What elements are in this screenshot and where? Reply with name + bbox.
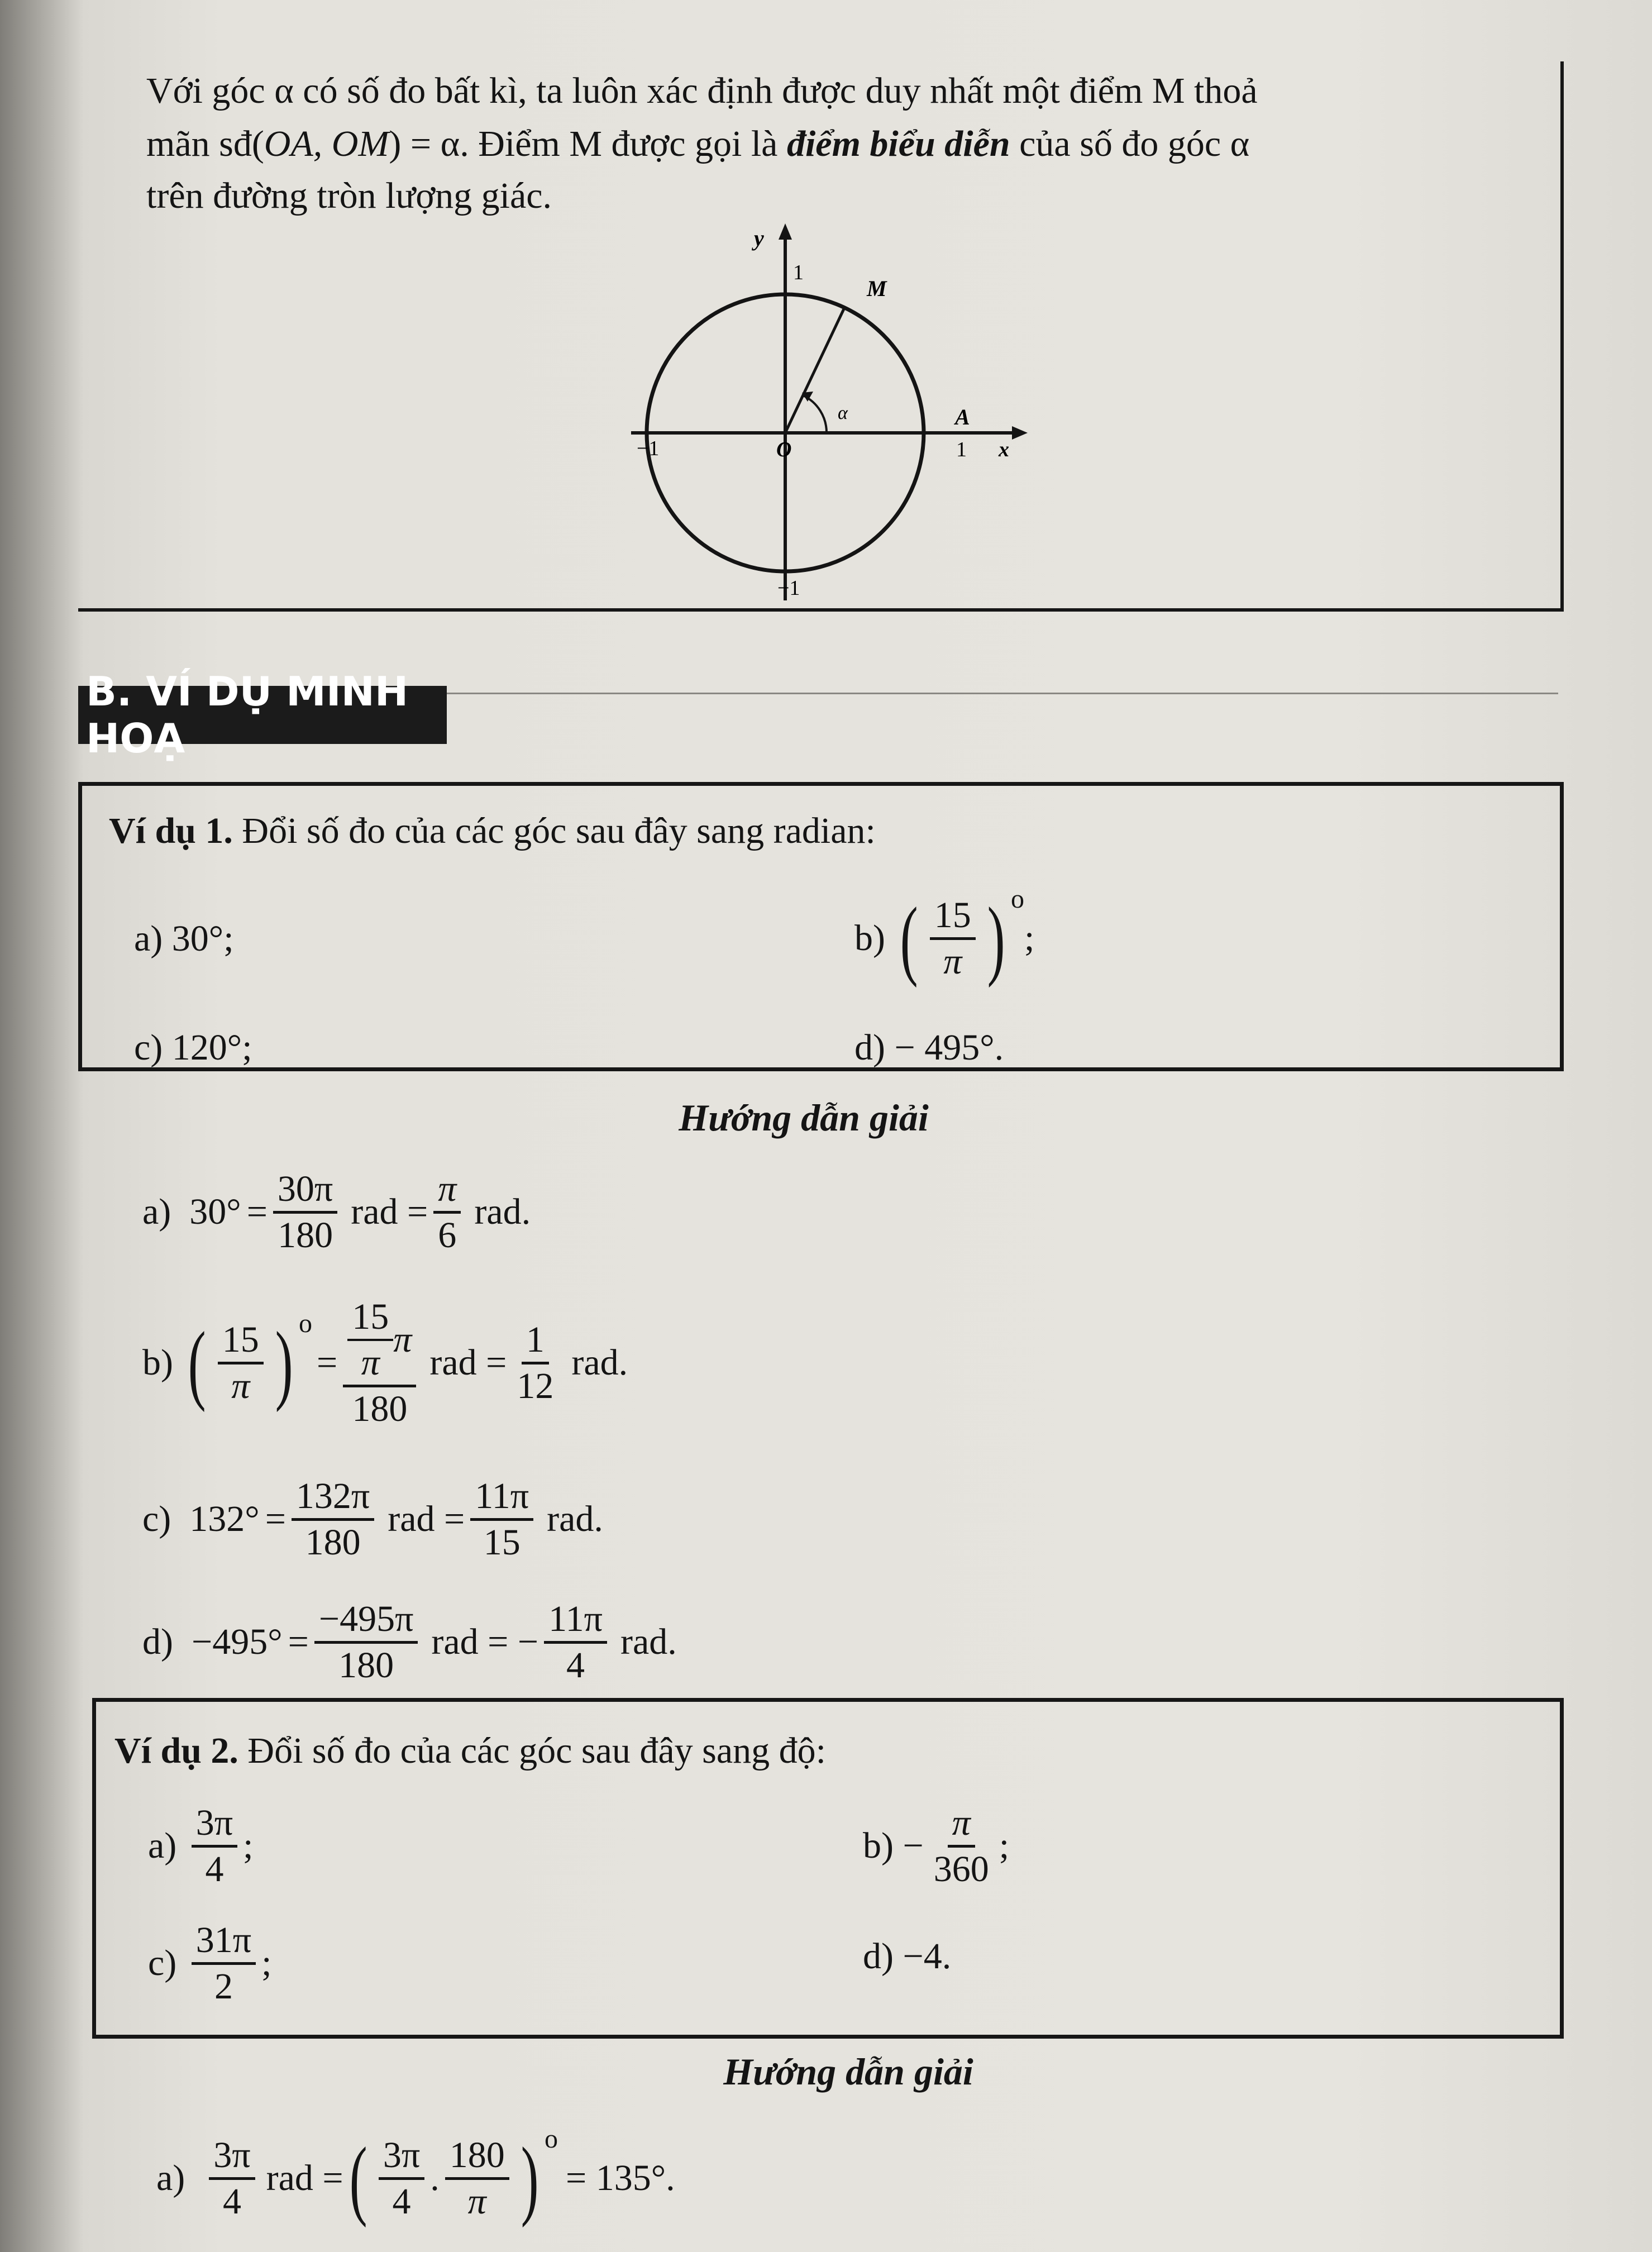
sol1-c-left: 132° <box>189 1499 260 1539</box>
example2-prompt: Đổi số đo của các góc sau đây sang độ: <box>238 1730 826 1771</box>
right-paren: ) <box>521 2129 539 2228</box>
ex2-b-label: b) <box>863 1825 894 1866</box>
ex2-b-fraction <box>929 1802 994 1890</box>
solution1-a <box>142 1156 531 1268</box>
ex1-c-value: 120° <box>171 1027 242 1068</box>
sol1-c-rad2: rad. <box>547 1499 603 1539</box>
ex2-a-num: 3π <box>192 1805 237 1848</box>
sol2-a-pfrac2 <box>445 2134 509 2222</box>
sol1-a-frac1 <box>273 1168 337 1256</box>
sol1-a-left: 30° <box>189 1191 241 1232</box>
x-axis-label: x <box>999 438 1009 461</box>
sol2-a-degree: o <box>545 2124 558 2154</box>
sol1-a-rad2: rad. <box>474 1191 531 1232</box>
ex1-d-value: − 495° <box>894 1027 995 1068</box>
sol1-b-degree: o <box>299 1309 313 1338</box>
ex2-d-end: . <box>942 1936 952 1977</box>
example1-prompt: Đổi số đo của các góc sau đây sang radian: <box>232 810 876 851</box>
top-one-label: 1 <box>793 261 804 284</box>
sol1-d-f2-num: 11π <box>544 1601 607 1644</box>
ex2-b-den: 360 <box>933 1848 989 1890</box>
sol1-d-left: −495° <box>191 1621 283 1662</box>
sol1-d-f1-num: −495π <box>314 1601 418 1644</box>
ex2-d-value: −4 <box>903 1936 942 1977</box>
example2-d <box>863 1938 951 1975</box>
sol1-b-num: 15 <box>218 1321 264 1364</box>
sol1-b-frac2 <box>512 1321 558 1405</box>
sol2-a-p-den2: π <box>467 2181 486 2222</box>
ex1-b-num: 15 <box>930 897 976 940</box>
sol1-d-frac1 <box>314 1598 418 1686</box>
example1-a <box>134 920 234 957</box>
ex2-a-label: a) <box>148 1825 177 1866</box>
y-axis-label: y <box>754 226 764 251</box>
sol1-b-compound-num <box>343 1296 416 1387</box>
sol1-a-f2-den: 6 <box>438 1214 457 1256</box>
alpha-label: α <box>838 403 848 423</box>
sol1-b-inner-num: 15 <box>347 1299 393 1341</box>
sol1-a-rad1: rad = <box>351 1191 428 1232</box>
ex1-b-label: b) <box>854 918 885 958</box>
x-axis-arrow <box>1012 426 1028 440</box>
ex1-a-end: ; <box>223 918 234 959</box>
intro-line-1-text: Với góc α có số đo bất kì, ta luôn xác định được duy nhất một điểm M thoả <box>146 70 1258 111</box>
ex2-a-fraction <box>192 1802 237 1890</box>
ex2-c-fraction <box>192 1919 256 2007</box>
ex1-c-end: ; <box>242 1027 252 1068</box>
point-a-label: A <box>955 404 970 430</box>
sol1-c-f1-den: 180 <box>305 1521 361 1563</box>
ex1-b-den: π <box>943 941 962 982</box>
sol1-a-f1-den: 180 <box>278 1214 333 1256</box>
right-paren: ) <box>275 1313 293 1413</box>
example1-d <box>854 1029 1004 1066</box>
section-heading-text: B. VÍ DỤ MINH HOẠ <box>86 668 409 762</box>
point-m-label: M <box>867 276 887 301</box>
sol1-c-frac2 <box>470 1475 533 1563</box>
example1-label: Ví dụ 1. <box>109 810 233 851</box>
solution2-a <box>156 2117 675 2240</box>
section-rule <box>447 693 1558 694</box>
right-paren: ) <box>987 889 1005 988</box>
sol1-b-compound-fraction <box>343 1296 416 1429</box>
sol2-a-num: 3π <box>209 2137 255 2180</box>
sol1-b-f2-den: 12 <box>517 1365 554 1406</box>
example2-c <box>148 1910 271 2016</box>
sol2-a-result: = 135°. <box>566 2158 675 2198</box>
sol1-b-den: π <box>231 1365 250 1406</box>
sol1-c-f2-num: 11π <box>470 1478 533 1521</box>
example2-title <box>114 1730 826 1771</box>
sol2-a-p-den1: 4 <box>392 2181 411 2222</box>
sol1-b-label: b) <box>142 1342 173 1383</box>
sol1-b-compound-den: 180 <box>352 1388 408 1429</box>
ex2-d-label: d) <box>863 1936 894 1977</box>
ex2-b-num: π <box>948 1805 975 1848</box>
unit-circle-diagram <box>614 221 1050 612</box>
sol2-a-dot: . <box>430 2158 440 2198</box>
origin-label: O <box>776 438 792 461</box>
sol1-b-rad2: rad. <box>571 1342 628 1383</box>
left-minus-one-label: −1 <box>637 437 660 460</box>
intro-line-2 <box>146 123 1250 164</box>
sol2-a-p-num2: 180 <box>445 2137 509 2180</box>
intro-line-1 <box>146 70 1258 111</box>
sol2-a-p-num1: 3π <box>379 2137 424 2180</box>
example1-b <box>854 880 1034 997</box>
example2-a <box>148 1793 253 1899</box>
sol1-b-inner-pi: π <box>393 1319 412 1360</box>
sol1-b-f2-num: 1 <box>522 1321 549 1364</box>
example2-b <box>863 1793 1009 1899</box>
sol1-a-label: a) <box>142 1191 171 1232</box>
intro-line-2d: của số đo góc α <box>1010 123 1250 164</box>
sol1-a-f1-num: 30π <box>273 1171 337 1214</box>
left-paren: ( <box>188 1313 207 1413</box>
sol1-c-label: c) <box>142 1499 171 1539</box>
sol2-a-pfrac1 <box>379 2134 424 2222</box>
left-paren: ( <box>349 2129 367 2228</box>
example1-title <box>109 810 876 851</box>
ex2-a-den: 4 <box>205 1848 224 1890</box>
sol1-d-label: d) <box>142 1621 173 1662</box>
sol1-a-f2-num: π <box>433 1171 461 1214</box>
sol2-a-rad: rad = <box>266 2158 343 2198</box>
sol1-d-eq: = <box>288 1621 309 1662</box>
sol1-c-eq: = <box>265 1499 286 1539</box>
sol1-b-inner-den: π <box>361 1342 380 1383</box>
sol2-a-label: a) <box>156 2158 185 2198</box>
intro-line-2a: mãn sđ( <box>146 123 264 164</box>
solution1-c <box>142 1463 603 1575</box>
sol1-d-rad1: rad = − <box>431 1621 539 1662</box>
ex1-b-degree: o <box>1011 884 1025 914</box>
sol1-c-f2-den: 15 <box>483 1521 521 1563</box>
solution2-heading: Hướng dẫn giải <box>723 2050 973 2093</box>
example1-c <box>134 1029 252 1066</box>
ex1-b-end: ; <box>1024 918 1035 958</box>
ex1-b-fraction <box>930 894 976 982</box>
intro-line-3 <box>146 175 552 216</box>
intro-line-3-text: trên đường tròn lượng giác. <box>146 175 552 216</box>
right-one-label: 1 <box>956 438 967 461</box>
intro-bold-term: điểm biểu diễn <box>786 123 1010 164</box>
ex1-d-end: . <box>994 1027 1004 1068</box>
ex2-c-num: 31π <box>192 1922 256 1965</box>
sol1-a-frac2 <box>433 1168 461 1256</box>
ex1-d-label: d) <box>854 1027 885 1068</box>
ex2-c-den: 2 <box>214 1965 233 2007</box>
alpha-arc <box>803 395 827 433</box>
ex2-c-label: c) <box>148 1943 177 1983</box>
example2-label: Ví dụ 2. <box>114 1730 238 1771</box>
intro-line-2c: ) = α. Điểm M được gọi là <box>389 123 787 164</box>
sol2-a-fraction <box>209 2134 255 2222</box>
sol1-b-eq: = <box>317 1342 338 1383</box>
ex2-a-end: ; <box>243 1825 254 1866</box>
solution1-b <box>142 1279 628 1447</box>
sol1-b-fraction <box>218 1321 264 1405</box>
section-heading <box>78 668 447 762</box>
intro-line-2b: OA, OM <box>264 123 389 164</box>
solution1-heading: Hướng dẫn giải <box>679 1096 929 1139</box>
ex1-a-label: a) <box>134 918 163 959</box>
sol1-c-frac1 <box>292 1475 374 1563</box>
sol1-d-frac2 <box>544 1598 607 1686</box>
sol1-a-eq: = <box>246 1191 268 1232</box>
sol1-b-inner-fraction <box>347 1296 393 1383</box>
sol1-b-rad1: rad = <box>429 1342 507 1383</box>
ex1-c-label: c) <box>134 1027 163 1068</box>
left-paren: ( <box>900 889 919 988</box>
sol1-c-f1-num: 132π <box>292 1478 374 1521</box>
ex2-b-sign: − <box>903 1825 924 1866</box>
y-axis-arrow <box>779 223 792 240</box>
solution1-d <box>142 1586 677 1698</box>
sol1-c-rad1: rad = <box>388 1499 465 1539</box>
ray-om <box>785 308 844 433</box>
ex2-c-end: ; <box>261 1943 272 1983</box>
ex1-a-value: 30° <box>171 918 224 959</box>
sol1-d-f2-den: 4 <box>566 1644 585 1686</box>
sol2-a-den: 4 <box>222 2181 241 2222</box>
sol1-d-rad2: rad. <box>620 1621 677 1662</box>
sol1-d-f1-den: 180 <box>338 1644 394 1686</box>
bottom-minus-one-label: −1 <box>777 576 800 600</box>
ex2-b-end: ; <box>999 1825 1010 1866</box>
